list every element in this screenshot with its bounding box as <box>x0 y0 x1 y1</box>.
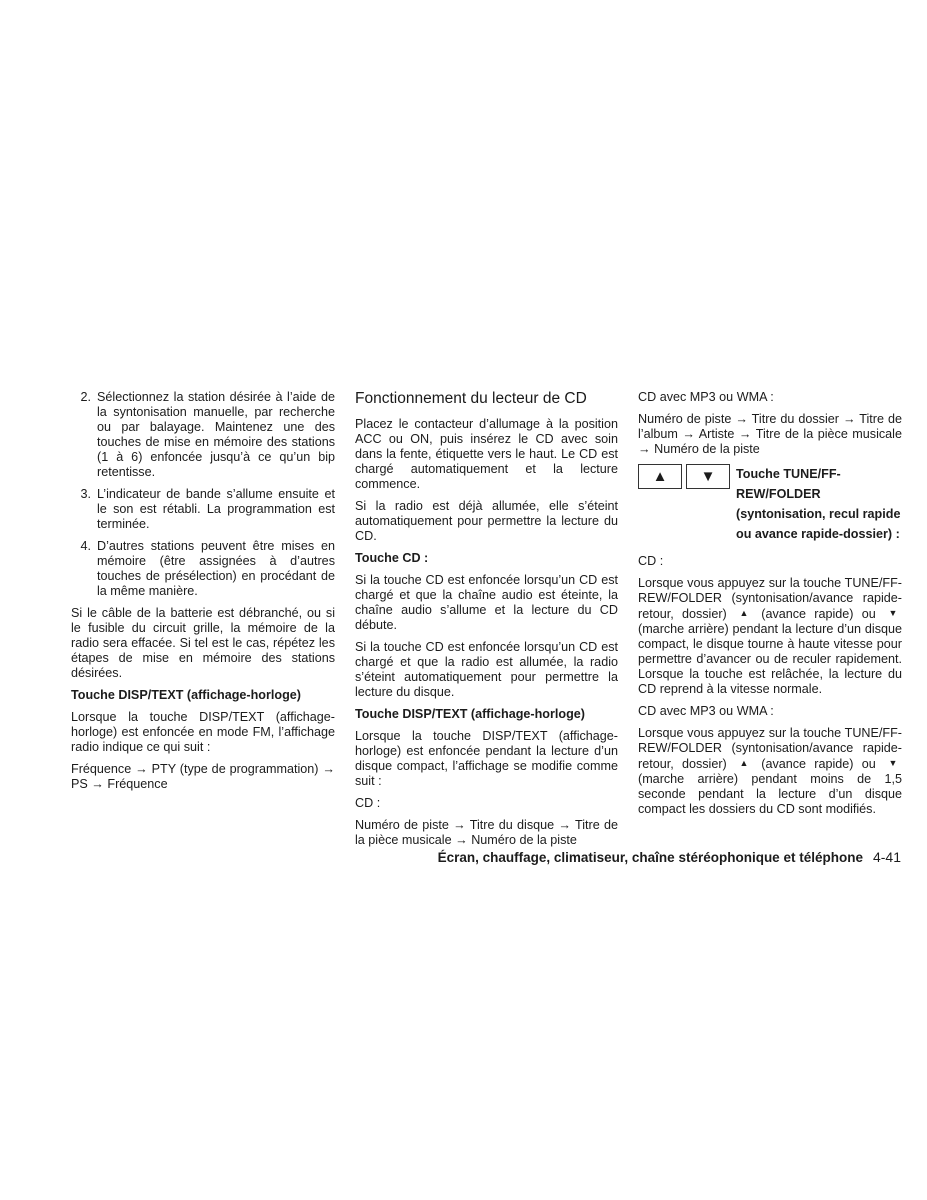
tune-cd-text-b: (avance rapide) ou <box>761 607 876 621</box>
triangle-down-icon: ▼ <box>888 758 898 768</box>
triangle-up-icon: ▲ <box>652 468 668 485</box>
cd-button-heading: Touche CD : <box>355 551 429 565</box>
battery-paragraph: Si le câble de la batterie est débranché, ou si le fusible du circuit grille, la mémoire de la radio sera effacée. Si tel est le cas, répétez les étapes de mise en mémoire des stations désirées. <box>71 606 335 680</box>
list-number: 2. <box>80 390 91 404</box>
list-number: 4. <box>80 539 91 553</box>
tune-button-label: Touche TUNE/FF-REW/FOLDER (syntonisation, recul rapide ou avance rapide-dossier) : <box>736 467 901 541</box>
triangle-down-icon: ▼ <box>888 608 898 618</box>
triangle-up-icon: ▲ <box>739 758 749 768</box>
mp3-label: CD avec MP3 ou WMA : <box>638 704 774 718</box>
fm-display-paragraph: Lorsque la touche DISP/TEXT (affichage-horloge) est enfoncée en mode FM, l’affichage radio indique ce qui suit : <box>71 710 335 754</box>
cd-label: CD : <box>355 796 381 810</box>
right-column <box>638 390 902 824</box>
list-text: D’autres stations peuvent être mises en mémoire (être assignées à d’autres touches de présélection) en procédant de la même manière. <box>97 539 335 598</box>
mp3-display-sequence: Numéro de piste → Titre du dossier → Titre de l’album → Artiste → Titre de la pièce musicale → Numéro de la piste <box>638 412 902 456</box>
list-item <box>71 487 335 532</box>
tune-mp3-paragraph <box>638 726 902 817</box>
tune-up-button <box>638 464 682 489</box>
tune-mp3-text-c: (marche arrière) pendant moins de 1,5 seconde pendant la lecture d’un disque compact les dossiers du CD sont modifiés. <box>638 772 902 816</box>
tune-cd-text-c: (marche arrière) pendant la lecture d’un disque compact, le disque tourne à haute vitesse pour permettre d’avancer ou de reculer rapidement. Lorsque la touche est relâchée, la lecture du CD reprend à la vitesse normale. <box>638 622 902 696</box>
left-column <box>71 390 335 799</box>
page-footer <box>438 849 901 865</box>
list-item <box>71 539 335 599</box>
tune-cd-text-a: Lorsque vous appuyez sur la touche TUNE/FF-REW/FOLDER (syntonisation/avance rapide-retour, dossier) <box>638 576 902 621</box>
section-title: Fonctionnement du lecteur de CD <box>355 390 587 407</box>
footer-title: Écran, chauffage, climatiseur, chaîne stéréophonique et téléphone <box>437 850 863 865</box>
tune-down-button <box>686 464 730 489</box>
radio-off-paragraph: Si la radio est déjà allumée, elle s’éteint automatiquement pour permettre la lecture du CD. <box>355 499 618 543</box>
list-text: Sélectionnez la station désirée à l’aide de la syntonisation manuelle, par recherche ou par balayage. Maintenez une des touches de mise en mémoire des stations (1 à 6) enfoncée jusqu’à ce qu’un bip retentisse. <box>97 390 335 479</box>
page-number: 4-41 <box>872 849 901 865</box>
fm-display-sequence: Fréquence → PTY (type de programmation) → PS → Fréquence <box>71 762 335 791</box>
list-text: L’indicateur de bande s’allume ensuite et le son est rétabli. La programmation est terminée. <box>97 487 335 531</box>
cd-display-paragraph: Lorsque la touche DISP/TEXT (affichage-horloge) est enfoncée pendant la lecture d’un disque compact, l’affichage se modifie comme suit : <box>355 729 618 788</box>
middle-column <box>355 390 618 855</box>
cd-display-sequence: Numéro de piste → Titre du disque → Titre de la pièce musicale → Numéro de la piste <box>355 818 618 847</box>
cd-audio-off-paragraph: Si la touche CD est enfoncée lorsqu’un CD est chargé et que la chaîne audio est éteinte, la chaîne audio s’allume et la lecture du CD débute. <box>355 573 618 632</box>
triangle-down-icon: ▼ <box>700 468 716 485</box>
mp3-label: CD avec MP3 ou WMA : <box>638 390 774 404</box>
list-number: 3. <box>80 487 91 501</box>
triangle-up-icon: ▲ <box>739 608 749 618</box>
tune-buttons <box>638 464 730 489</box>
tune-mp3-text-b: (avance rapide) ou <box>761 757 876 771</box>
list-item <box>71 390 335 480</box>
tune-cd-paragraph <box>638 576 902 697</box>
cd-label: CD : <box>638 554 664 568</box>
cd-insert-paragraph: Placez le contacteur d’allumage à la position ACC ou ON, puis insérez le CD avec soin dans la fente, étiquette vers le haut. Le CD est chargé automatiquement et la lecture commence. <box>355 417 618 491</box>
tune-button-row <box>638 464 902 544</box>
tune-mp3-text-a: Lorsque vous appuyez sur la touche TUNE/FF-REW/FOLDER (syntonisation/avance rapide-retour, dossier) <box>638 726 902 771</box>
disp-text-heading-cd: Touche DISP/TEXT (affichage-horloge) <box>355 707 585 721</box>
cd-radio-on-paragraph: Si la touche CD est enfoncée lorsqu’un CD est chargé et que la radio est allumée, la radio s’éteint automatiquement pour permettre la lecture du disque. <box>355 640 618 699</box>
disp-text-heading: Touche DISP/TEXT (affichage-horloge) <box>71 688 301 702</box>
